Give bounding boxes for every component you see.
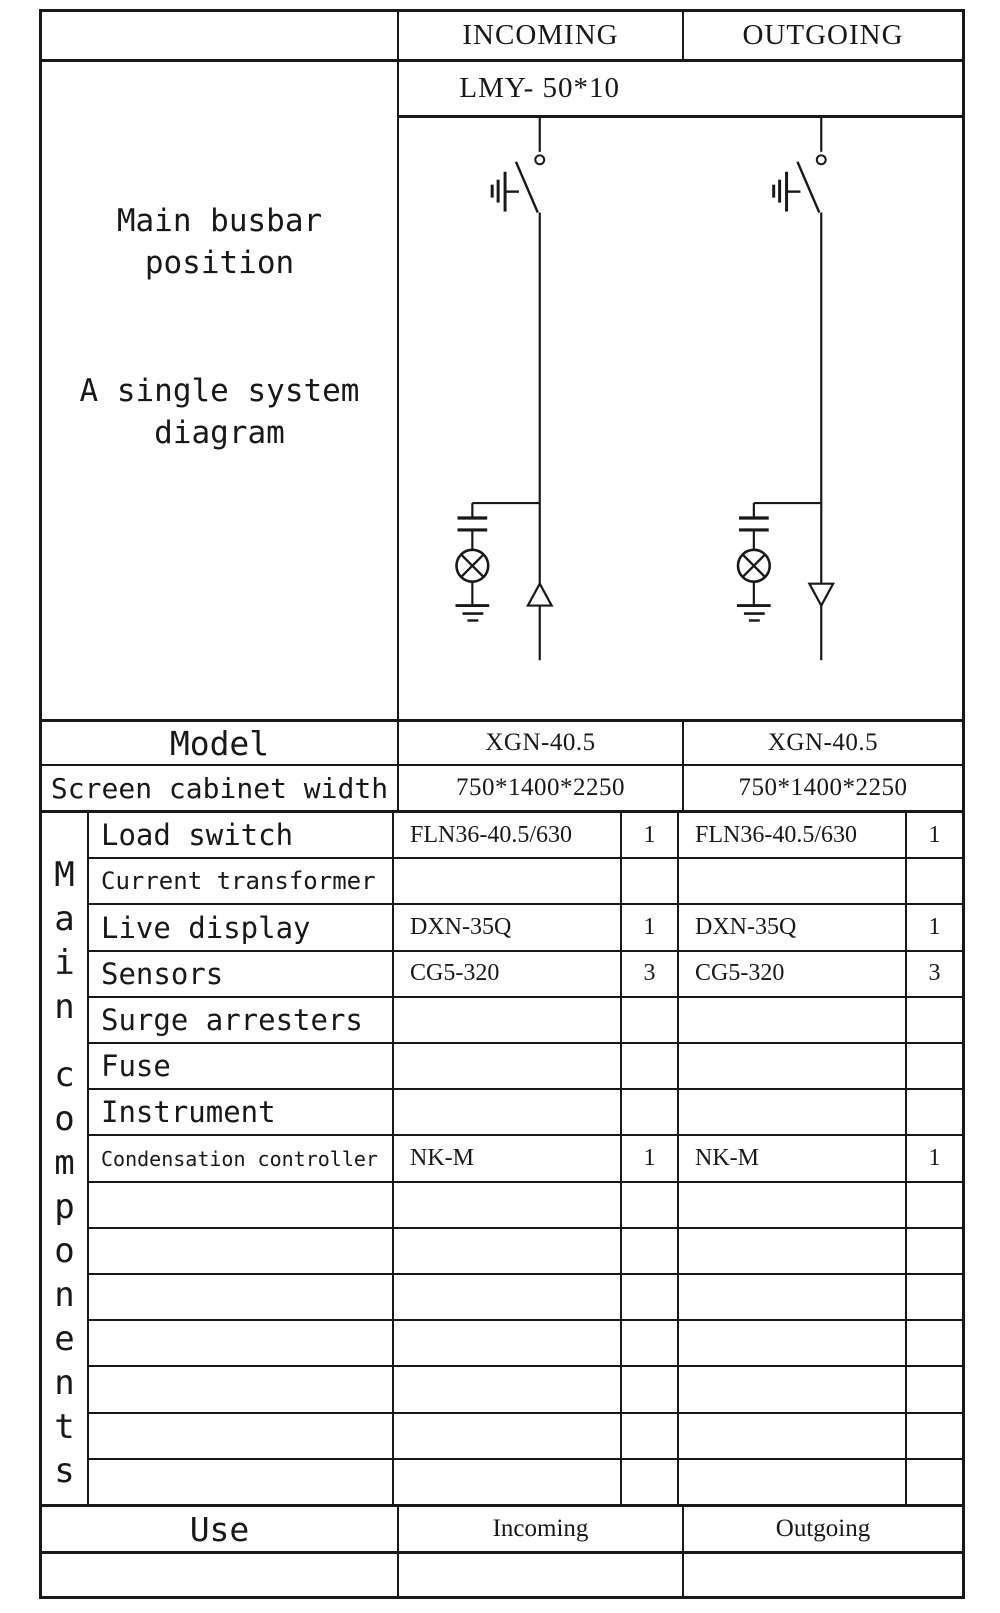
- outgoing-feeder: [737, 118, 833, 660]
- single-system-caption: [42, 370, 397, 454]
- earthing-switch-icon: [492, 172, 519, 212]
- incoming-qty-cell: 1: [620, 905, 677, 949]
- table-row-empty: [89, 1321, 962, 1367]
- main-components-vertical-label: [42, 813, 87, 1504]
- outgoing-qty-cell: [905, 1090, 962, 1134]
- outgoing-qty-cell: 3: [905, 952, 962, 996]
- vertical-word-main: Main: [54, 855, 75, 1027]
- component-label: Surge arresters: [101, 1002, 363, 1037]
- incoming-model-cell: [392, 1044, 620, 1088]
- outgoing-model-cell: [677, 859, 905, 903]
- single-line-diagram: [399, 118, 962, 719]
- outgoing-model-cell: [677, 1044, 905, 1088]
- component-label: [89, 1229, 392, 1273]
- caption-line: diagram: [154, 415, 285, 451]
- outgoing-model-cell: CG5-320: [677, 952, 905, 996]
- outgoing-qty-cell: [905, 1321, 962, 1365]
- diagram-section: [42, 62, 962, 722]
- outgoing-qty-cell: [905, 1275, 962, 1319]
- use-outgoing-value: Outgoing: [682, 1507, 962, 1551]
- outgoing-qty-cell: 1: [905, 1136, 962, 1180]
- incoming-qty-cell: [620, 1229, 677, 1273]
- indicator-lamp-icon: [738, 550, 770, 582]
- use-row: [42, 1507, 962, 1554]
- outgoing-model-cell: [677, 1090, 905, 1134]
- outgoing-model-cell: [677, 1321, 905, 1365]
- outgoing-qty-cell: [905, 859, 962, 903]
- outgoing-model-cell: FLN36-40.5/630: [677, 813, 905, 857]
- table-row-condensation-controller: [89, 1136, 962, 1182]
- indicator-lamp-icon: [456, 550, 488, 582]
- incoming-qty-cell: 1: [620, 1136, 677, 1180]
- incoming-qty-cell: [620, 1367, 677, 1411]
- component-label: [89, 1183, 392, 1227]
- incoming-qty-cell: [620, 1044, 677, 1088]
- capacitive-divider-icon: [739, 518, 769, 530]
- cabinet-width-outgoing-value: 750*1400*2250: [682, 766, 962, 810]
- component-label: [89, 1367, 392, 1411]
- use-row-label: Use: [189, 1509, 250, 1549]
- outgoing-qty-cell: [905, 1460, 962, 1504]
- outgoing-model-cell: [677, 1414, 905, 1458]
- capacitive-divider-icon: [457, 518, 487, 530]
- contact-circle-icon: [817, 155, 826, 164]
- components-rows: [87, 813, 962, 1504]
- components-section: [42, 813, 962, 1507]
- table-row-sensors: [89, 952, 962, 998]
- incoming-qty-cell: [620, 1090, 677, 1134]
- incoming-model-cell: [392, 1414, 620, 1458]
- footer-blank-cell: [682, 1554, 962, 1596]
- model-outgoing-value: XGN-40.5: [682, 722, 962, 764]
- outgoing-qty-cell: 1: [905, 905, 962, 949]
- footer-blank-cell: [397, 1554, 682, 1596]
- incoming-qty-cell: 1: [620, 813, 677, 857]
- caption-line: position: [144, 245, 295, 281]
- component-label: Fuse: [101, 1049, 171, 1084]
- component-label: [89, 1275, 392, 1319]
- incoming-feeder: [455, 118, 551, 660]
- main-busbar-caption: [42, 200, 397, 284]
- component-label: Instrument: [101, 1095, 276, 1130]
- table-row-empty: [89, 1414, 962, 1460]
- incoming-qty-cell: [620, 1460, 677, 1504]
- header-outgoing-cell: [682, 12, 962, 59]
- incoming-model-cell: CG5-320: [392, 952, 620, 996]
- diagram-right-area: [397, 62, 962, 719]
- table-header-row: [42, 12, 962, 62]
- component-label: [89, 1460, 392, 1504]
- outgoing-model-cell: [677, 1229, 905, 1273]
- outgoing-model-cell: DXN-35Q: [677, 905, 905, 949]
- caption-line: A single system: [79, 373, 360, 409]
- table-row-load-switch: [89, 813, 962, 859]
- component-label: Live display: [101, 910, 311, 945]
- cabinet-width-label: Screen cabinet width: [50, 771, 389, 805]
- incoming-model-cell: [392, 1229, 620, 1273]
- table-row-instrument: [89, 1090, 962, 1136]
- earth-ground-icon: [737, 606, 771, 621]
- component-label: Condensation controller: [101, 1146, 378, 1171]
- outgoing-model-cell: NK-M: [677, 1136, 905, 1180]
- component-label: Sensors: [101, 956, 224, 991]
- incoming-model-cell: NK-M: [392, 1136, 620, 1180]
- header-incoming-cell: [397, 12, 682, 59]
- disconnector-switch-icon: [516, 162, 538, 213]
- outgoing-qty-cell: [905, 1183, 962, 1227]
- outgoing-qty-cell: [905, 1414, 962, 1458]
- incoming-model-cell: [392, 1090, 620, 1134]
- outgoing-model-cell: [677, 1367, 905, 1411]
- incoming-model-cell: [392, 1275, 620, 1319]
- outgoing-qty-cell: [905, 1044, 962, 1088]
- incoming-header-label: INCOMING: [462, 19, 619, 51]
- incoming-model-cell: DXN-35Q: [392, 905, 620, 949]
- busbar-label: LMY- 50*10: [459, 72, 621, 104]
- table-row-empty: [89, 1275, 962, 1321]
- outgoing-qty-cell: [905, 998, 962, 1042]
- footer-empty-row: [42, 1554, 962, 1596]
- table-row-live-display: [89, 905, 962, 951]
- component-label: [89, 1414, 392, 1458]
- footer-blank-cell: [42, 1554, 397, 1596]
- incoming-model-cell: [392, 1460, 620, 1504]
- table-row-empty: [89, 1229, 962, 1275]
- incoming-qty-cell: [620, 1275, 677, 1319]
- outgoing-model-cell: [677, 998, 905, 1042]
- model-incoming-value: XGN-40.5: [397, 722, 682, 764]
- outgoing-model-cell: [677, 1460, 905, 1504]
- disconnector-switch-icon: [797, 162, 819, 213]
- contact-circle-icon: [535, 155, 544, 164]
- vertical-word-components: components: [54, 1055, 75, 1491]
- incoming-qty-cell: [620, 1414, 677, 1458]
- single-line-diagram-svg: [399, 118, 962, 719]
- outgoing-model-cell: [677, 1275, 905, 1319]
- cabinet-width-incoming-value: 750*1400*2250: [397, 766, 682, 810]
- incoming-model-cell: [392, 998, 620, 1042]
- diagram-captions-cell: [42, 62, 397, 719]
- switchgear-spec-table: [39, 9, 965, 1599]
- header-blank-cell: [42, 12, 397, 59]
- incoming-model-cell: [392, 859, 620, 903]
- outgoing-header-label: OUTGOING: [742, 19, 904, 51]
- incoming-qty-cell: [620, 859, 677, 903]
- table-row-empty: [89, 1183, 962, 1229]
- cabinet-width-row: [42, 766, 962, 813]
- outgoing-qty-cell: [905, 1367, 962, 1411]
- table-row-empty: [89, 1460, 962, 1504]
- incoming-model-cell: [392, 1321, 620, 1365]
- caption-line: Main busbar: [116, 203, 323, 239]
- incoming-qty-cell: 3: [620, 952, 677, 996]
- earthing-switch-icon: [774, 172, 801, 212]
- outgoing-qty-cell: 1: [905, 813, 962, 857]
- busbar-spec-row: [399, 62, 962, 118]
- earth-ground-icon: [455, 606, 489, 621]
- table-row-current-transformer: [89, 859, 962, 905]
- component-label: Load switch: [101, 818, 294, 853]
- incoming-qty-cell: [620, 1321, 677, 1365]
- incoming-qty-cell: [620, 1183, 677, 1227]
- incoming-model-cell: [392, 1183, 620, 1227]
- component-label: Current transformer: [101, 867, 376, 896]
- table-row-empty: [89, 1367, 962, 1413]
- outgoing-qty-cell: [905, 1229, 962, 1273]
- direction-arrow-down-icon: [809, 584, 833, 606]
- incoming-model-cell: [392, 1367, 620, 1411]
- use-incoming-value: Incoming: [397, 1507, 682, 1551]
- incoming-model-cell: FLN36-40.5/630: [392, 813, 620, 857]
- direction-arrow-up-icon: [528, 584, 552, 606]
- table-row-fuse: [89, 1044, 962, 1090]
- component-label: [89, 1321, 392, 1365]
- model-row: [42, 722, 962, 766]
- table-row-surge-arresters: [89, 998, 962, 1044]
- incoming-qty-cell: [620, 998, 677, 1042]
- model-row-label: Model: [169, 723, 270, 763]
- outgoing-model-cell: [677, 1183, 905, 1227]
